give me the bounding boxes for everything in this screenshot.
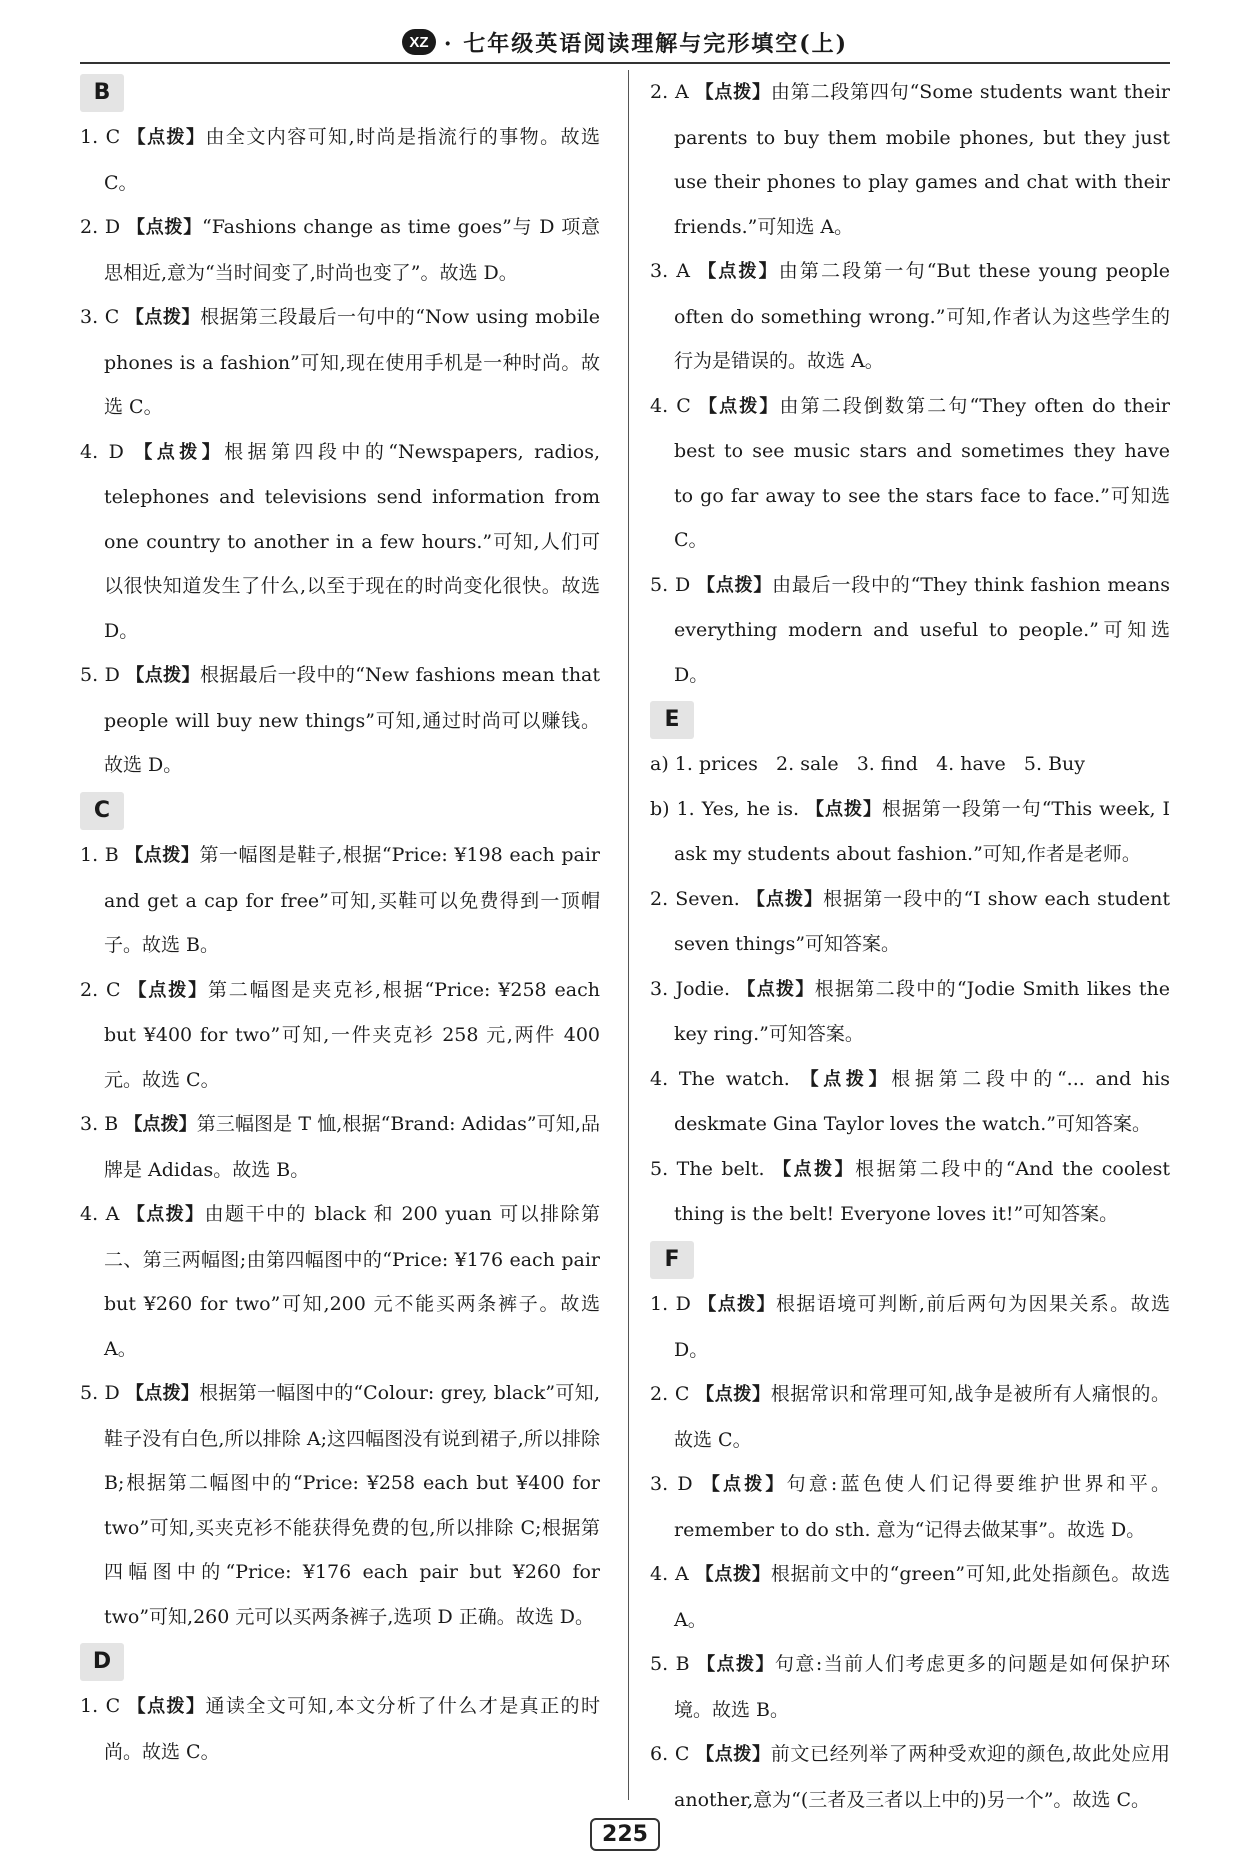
answer-item: 3. A 【点拨】由第二段第一句“But these young people often do something wrong.”可知,作者认为这些学生的行为是错误的。故选 A。 [650, 260, 1171, 372]
answer-item: 4. C 【点拨】由第二段倒数第二句“They often do their best to see music stars and sometimes they have to go far away to see the stars face to face.”可知选 C。 [650, 394, 1171, 551]
answer-item: 2. A 【点拨】由第二段第四句“Some students want their parents to buy them mobile phones, but they just use their phones to play games and chat with their friends.”可知选 A。 [650, 81, 1170, 238]
answer-item: 3. B 【点拨】第三幅图是 T 恤,根据“Brand: Adidas”可知,品牌是 Adidas。故选 B。 [80, 1113, 600, 1181]
answer-item: 1. C 【点拨】通读全文可知,本文分析了什么才是真正的时尚。故选 C。 [80, 1695, 600, 1763]
answer-item: 1. D 【点拨】根据语境可判断,前后两句为因果关系。故选 D。 [650, 1293, 1171, 1361]
answer-line-a: a) 1. prices 2. sale 3. find 4. have 5. Buy [650, 753, 1085, 776]
answer-item: 4. A 【点拨】由题干中的 black 和 200 yuan 可以排除第二、第三两幅图;由第四幅图中的“Price: ¥176 each pair but ¥260 for two”可知,200 元不能买两条裤子。故选 A。 [80, 1203, 600, 1360]
answer-item: 2. C 【点拨】第二幅图是夹克衫,根据“Price: ¥258 each but ¥400 for two”可知,一件夹克衫 258 元,两件 400 元。故选 C。 [80, 978, 600, 1091]
section-label-b: B [80, 74, 124, 112]
section-label-e: E [650, 701, 694, 739]
answer-item: 5. The belt. 【点拨】根据第二段中的“And the coolest thing is the belt! Everyone loves it!”可知答案。 [650, 1157, 1170, 1226]
answer-item: 2. D 【点拨】“Fashions change as time goes”与 D 项意思相近,意为“当时间变了,时尚也变了”。故选 D。 [80, 216, 601, 284]
answer-item: 6. C 【点拨】前文已经列举了两种受欢迎的颜色,故此处应用 another,意为“(三者及三者以上中的)另一个”。故选 C。 [650, 1743, 1170, 1811]
page-header [80, 22, 1170, 64]
page-number: 225 [590, 1818, 660, 1851]
answer-item: 5. B 【点拨】句意:当前人们考虑更多的问题是如何保护环境。故选 B。 [650, 1653, 1170, 1721]
publisher-logo: XZ [402, 29, 436, 55]
answer-item: 3. Jodie. 【点拨】根据第二段中的“Jodie Smith likes the key ring.”可知答案。 [650, 977, 1170, 1046]
answer-item: 5. D 【点拨】根据第一幅图中的“Colour: grey, black”可知,鞋子没有白色,所以排除 A;这四幅图没有说到裙子,所以排除 B;根据第二幅图中的“Price: ¥258 each but ¥400 for two”可知,买夹克衫不能获得免费的包,所以排除 C;根据第四幅图中的“Price: ¥176 each pair but ¥260 for two”可知,260 元可以买两条裤子,选项 D 正确。故选 D。 [80, 1382, 600, 1628]
answer-item: 4. The watch. 【点拨】根据第二段中的“... and his deskmate Gina Taylor loves the watch.”可知答案。 [650, 1067, 1171, 1136]
page-footer [575, 1812, 675, 1856]
answer-item: 5. D 【点拨】根据最后一段中的“New fashions mean that people will buy new things”可知,通过时尚可以赚钱。故选 D。 [80, 664, 601, 777]
answer-item: 3. D 【点拨】句意:蓝色使人们记得要维护世界和平。remember to do sth. 意为“记得去做某事”。故选 D。 [650, 1473, 1171, 1541]
answer-item: 1. B 【点拨】第一幅图是鞋子,根据“Price: ¥198 each pair and get a cap for free”可知,买鞋可以免费得到一顶帽子。故选 B。 [80, 844, 601, 956]
answer-item: 3. C 【点拨】根据第三段最后一句中的“Now using mobile phones is a fashion”可知,现在使用手机是一种时尚。故选 C。 [80, 306, 600, 419]
answer-item: 4. D 【点拨】根据第四段中的“Newspapers, radios, telephones and televisions send information from one country to another in a few hours.”可知,人们可以很快知道发生了什么,以至于现在的时尚变化很快。故选 D。 [80, 440, 601, 642]
answer-item: 2. C 【点拨】根据常识和常理可知,战争是被所有人痛恨的。故选 C。 [650, 1383, 1170, 1451]
answer-item: b) 1. Yes, he is. 【点拨】根据第一段第一句“This week, I ask my students about fashion.”可知,作者是老师。 [650, 797, 1170, 866]
right-column [650, 70, 1170, 1822]
left-column [80, 70, 600, 1774]
answer-item: 1. C 【点拨】由全文内容可知,时尚是指流行的事物。故选 C。 [80, 126, 600, 194]
column-divider [628, 70, 629, 1800]
answer-item: 4. A 【点拨】根据前文中的“green”可知,此处指颜色。故选 A。 [650, 1563, 1171, 1631]
section-label-c: C [80, 792, 124, 830]
answer-item: 5. D 【点拨】由最后一段中的“They think fashion means everything modern and useful to people.”可知选 D。 [650, 573, 1170, 686]
section-label-f: F [650, 1241, 694, 1279]
book-title: · 七年级英语阅读理解与完形填空(上) [443, 30, 849, 57]
answer-item: 2. Seven. 【点拨】根据第一段中的“I show each student seven things”可知答案。 [650, 887, 1171, 956]
section-label-d: D [80, 1643, 124, 1681]
